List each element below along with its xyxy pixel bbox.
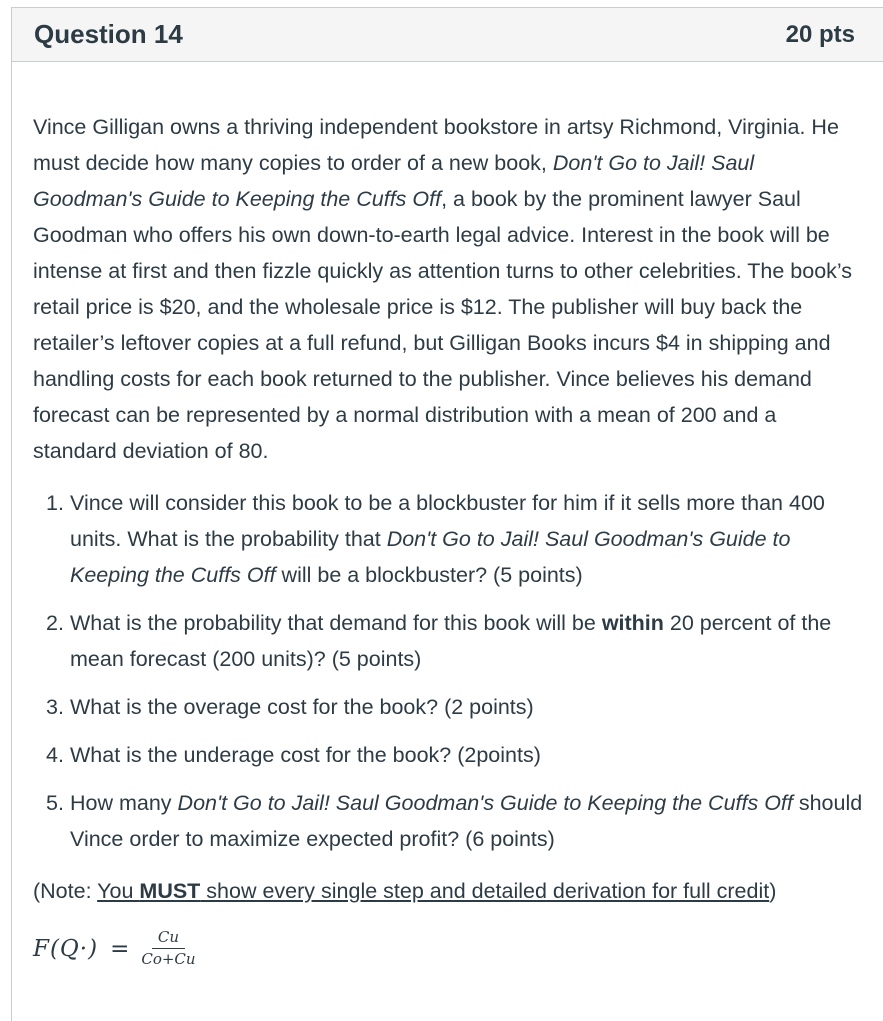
part-text: What is the probability that demand for this book will be (70, 611, 602, 635)
question-card (11, 7, 883, 1021)
book-title: Don't Go to Jail! Saul Goodman's Guide to Keeping the Cuffs Off (70, 527, 791, 587)
question-points: 20 pts (785, 20, 855, 48)
list-item (46, 605, 863, 677)
list-item (46, 689, 863, 725)
note-underlined (97, 879, 769, 903)
list-item (46, 485, 863, 593)
critical-ratio-formula (33, 929, 863, 968)
part-text: 20 percent of the mean forecast (200 units)? (5 points) (70, 611, 832, 671)
question-header (12, 8, 883, 62)
part-text: What is the overage cost for the book? (2 points) (70, 695, 534, 719)
formula-lhs: F(Q·) (33, 935, 99, 962)
list-item-number: 5. (46, 791, 64, 815)
list-item (46, 737, 863, 773)
part-text: What is the underage cost for the book? (2points) (70, 743, 541, 767)
intro-text-2: , a book by the prominent lawyer Saul Goodman who offers his own down-to-earth legal advice. Interest in the book will be intense at first and then fizzle quickly as attention turns to other celebrities. The book’s retail price is $20, and the wholesale price is $12. The publisher will buy back the retailer’s leftover copies at a full refund, but Gilligan Books incurs $4 in shipping and handling costs for each book returned to the publisher. Vince believes his demand forecast can be represented by a normal distribution with a mean of 200 and a standard deviation of 80. (33, 187, 853, 463)
note-must: MUST (139, 879, 201, 903)
book-title: Don't Go to Jail! Saul Goodman's Guide to Keeping the Cuffs Off (33, 151, 755, 211)
list-item-number: 4. (46, 743, 64, 767)
part-text: Vince will consider this book to be a blockbuster for him if it sells more than 400 units. What is the probability that (70, 491, 825, 551)
part-text: How many (70, 791, 178, 815)
note (33, 873, 863, 909)
note-open: (Note: (33, 879, 98, 903)
note-text: show every single step and detailed derivation for full credit (200, 879, 770, 903)
part-text: should Vince order to maximize expected profit? (6 points) (70, 791, 863, 851)
question-parts-list (33, 485, 863, 857)
book-title: Don't Go to Jail! Saul Goodman's Guide to Keeping the Cuffs Off (177, 791, 793, 815)
formula-denominator: Co+Cu (141, 950, 196, 968)
emphasis-within: within (601, 611, 664, 635)
question-intro (33, 109, 863, 469)
list-item-number: 3. (46, 695, 64, 719)
question-title: Question 14 (34, 19, 183, 49)
list-item (46, 785, 863, 857)
intro-text-1: Vince Gilligan owns a thriving independent bookstore in artsy Richmond, Virginia. He must decide how many copies to order of a new book, (33, 115, 839, 175)
formula-numerator: Cu (152, 929, 185, 949)
question-body (12, 62, 883, 968)
formula-equals: = (110, 935, 130, 962)
note-text: You (97, 879, 140, 903)
part-text: will be a blockbuster? (5 points) (275, 563, 583, 587)
note-close: ) (769, 879, 777, 903)
formula-fraction (141, 929, 195, 968)
list-item-number: 2. (46, 611, 64, 635)
list-item-number: 1. (46, 491, 64, 515)
